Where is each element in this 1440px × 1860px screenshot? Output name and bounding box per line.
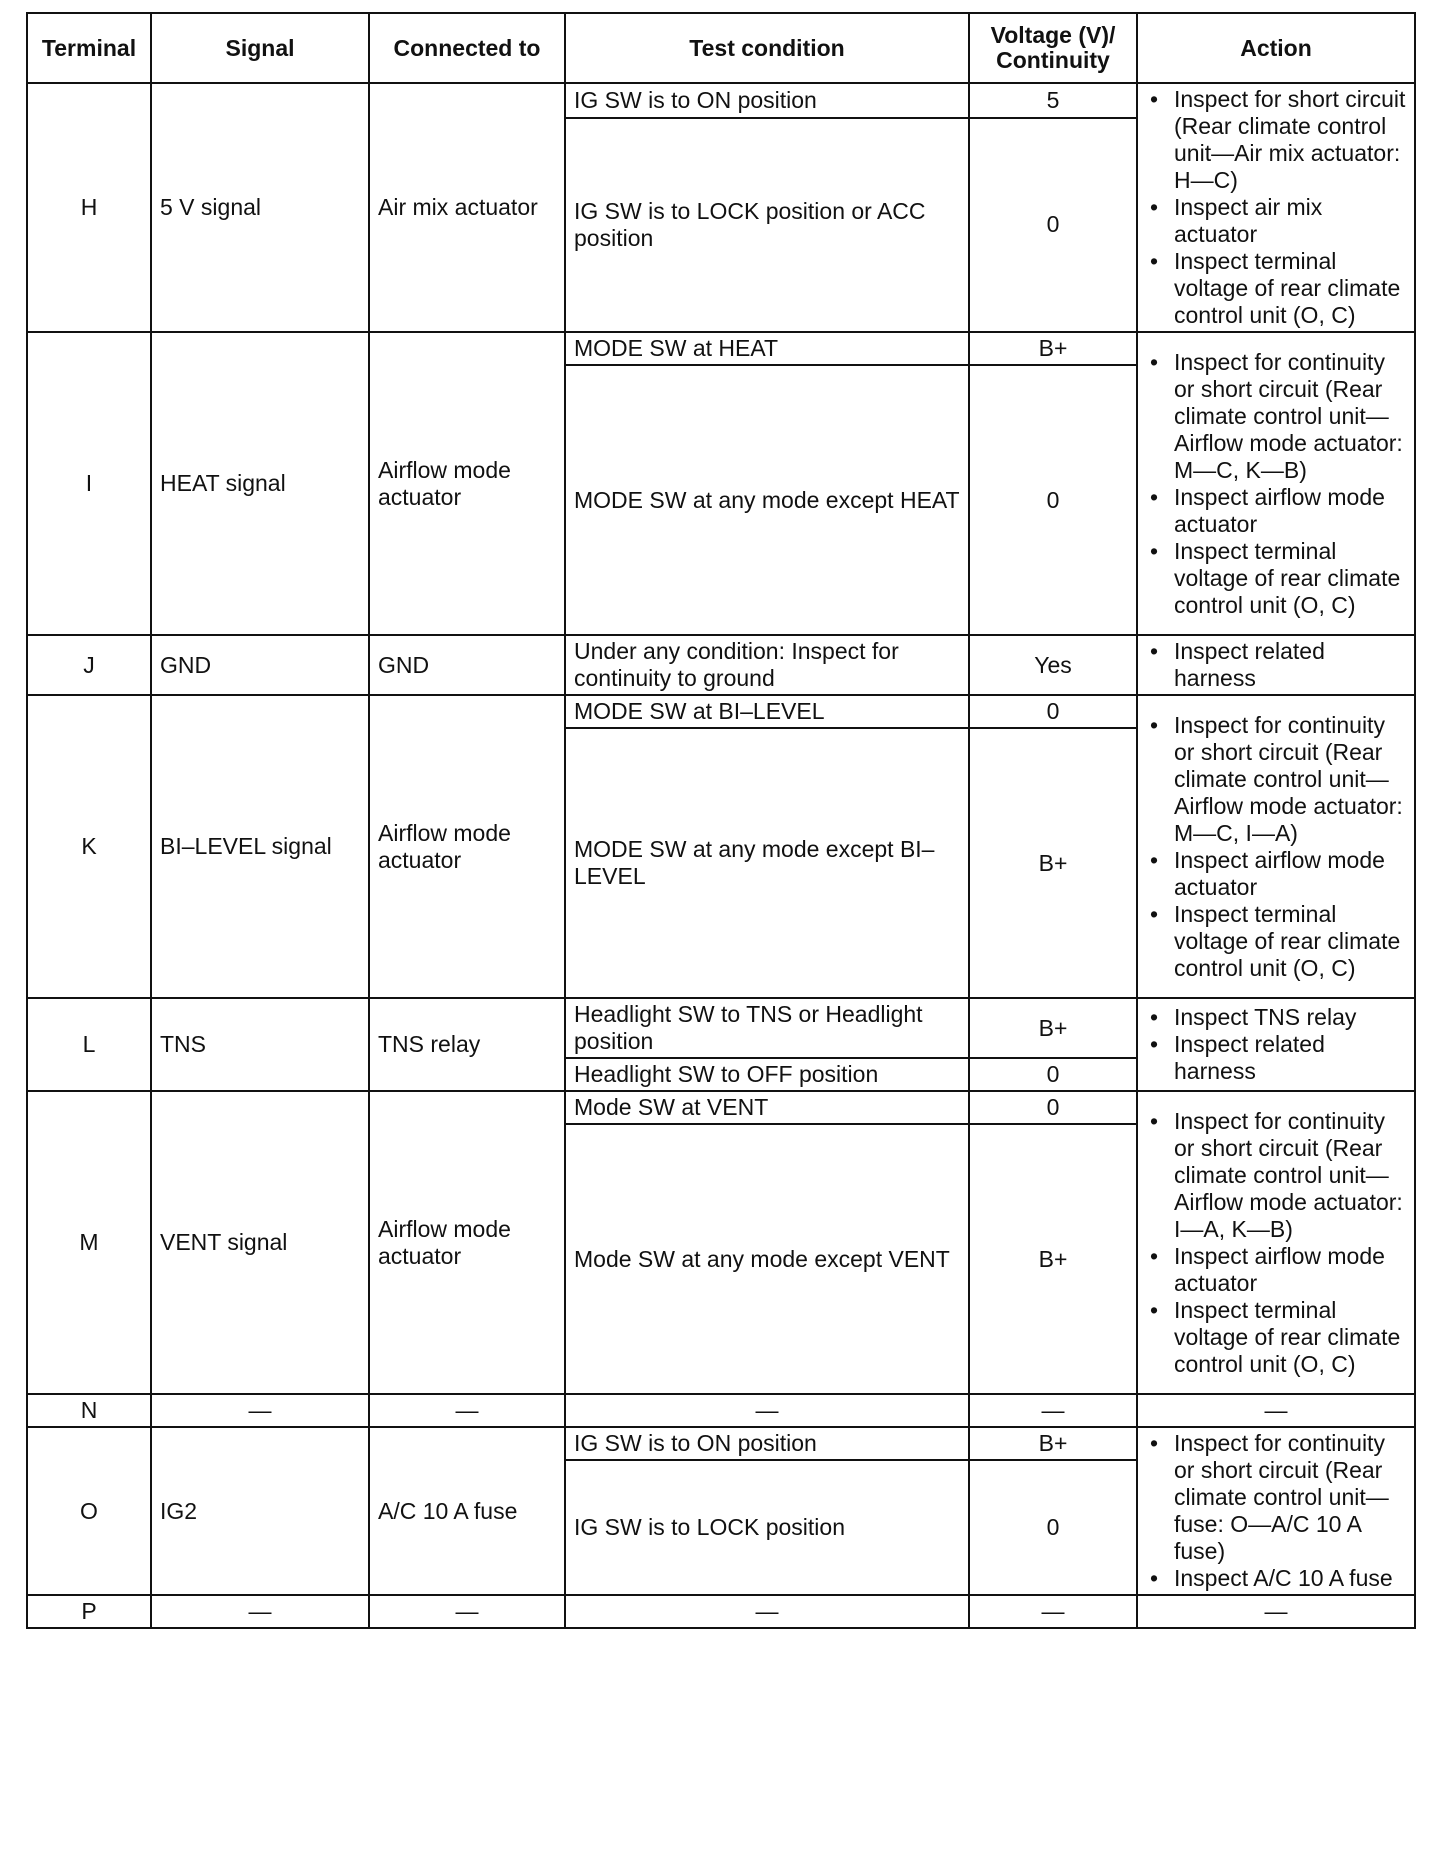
signal-cell: TNS [151, 998, 369, 1091]
action-item: • Inspect for continuity or short circuit (Rear climate control unit—Airflow mode actuator: M—C, I—A) [1174, 712, 1406, 847]
test-condition-cell: MODE SW at any mode except BI–LEVEL [565, 728, 969, 998]
terminal-inspection-table [26, 12, 1416, 1629]
action-item: • Inspect airflow mode actuator [1174, 847, 1406, 901]
header-test-condition: Test condition [565, 13, 969, 83]
terminal-cell: H [27, 83, 151, 332]
action-item: • Inspect for short circuit (Rear climate control unit—Air mix actuator: H—C) [1174, 86, 1406, 194]
voltage-cell: — [969, 1394, 1137, 1427]
action-item: • Inspect air mix actuator [1174, 194, 1406, 248]
voltage-cell: 0 [969, 1460, 1137, 1595]
action-cell: — [1137, 1394, 1415, 1427]
table-row [27, 332, 1415, 365]
voltage-cell: 0 [969, 1058, 1137, 1091]
test-condition-cell: IG SW is to LOCK position [565, 1460, 969, 1595]
voltage-cell: — [969, 1595, 1137, 1628]
signal-cell: VENT signal [151, 1091, 369, 1394]
action-list [1146, 86, 1406, 329]
connected-to-cell: Airflow mode actuator [369, 332, 565, 635]
table-body [27, 83, 1415, 1628]
test-condition-cell: Mode SW at any mode except VENT [565, 1124, 969, 1394]
action-item: • Inspect A/C 10 A fuse [1174, 1565, 1406, 1592]
header-row [27, 13, 1415, 83]
action-list [1146, 638, 1406, 692]
voltage-cell: 0 [969, 365, 1137, 635]
signal-cell: 5 V signal [151, 83, 369, 332]
table-row [27, 1595, 1415, 1628]
test-condition-cell: — [565, 1595, 969, 1628]
header-signal: Signal [151, 13, 369, 83]
table-row [27, 83, 1415, 118]
voltage-cell: B+ [969, 1427, 1137, 1460]
voltage-cell: 5 [969, 83, 1137, 118]
action-item: • Inspect for continuity or short circuit (Rear climate control unit—Airflow mode actuator: I—A, K—B) [1174, 1108, 1406, 1243]
table-row [27, 635, 1415, 695]
signal-cell: GND [151, 635, 369, 695]
signal-cell: BI–LEVEL signal [151, 695, 369, 998]
action-cell: — [1137, 1595, 1415, 1628]
connected-to-cell: GND [369, 635, 565, 695]
action-item: • Inspect related harness [1174, 638, 1406, 692]
action-item: • Inspect airflow mode actuator [1174, 1243, 1406, 1297]
signal-cell: — [151, 1595, 369, 1628]
test-condition-cell: MODE SW at any mode except HEAT [565, 365, 969, 635]
voltage-cell: Yes [969, 635, 1137, 695]
test-condition-cell: IG SW is to LOCK position or ACC position [565, 118, 969, 332]
terminal-cell: P [27, 1595, 151, 1628]
signal-cell: HEAT signal [151, 332, 369, 635]
header-terminal: Terminal [27, 13, 151, 83]
action-item: • Inspect TNS relay [1174, 1004, 1406, 1031]
table-row [27, 695, 1415, 728]
action-item: • Inspect terminal voltage of rear climate control unit (O, C) [1174, 901, 1406, 982]
test-condition-cell: Headlight SW to TNS or Headlight position [565, 998, 969, 1058]
action-cell [1137, 1091, 1415, 1394]
terminal-cell: M [27, 1091, 151, 1394]
test-condition-cell: Headlight SW to OFF position [565, 1058, 969, 1091]
table-row [27, 1427, 1415, 1460]
action-cell [1137, 695, 1415, 998]
action-list [1146, 1108, 1406, 1378]
signal-cell: IG2 [151, 1427, 369, 1595]
test-condition-cell: MODE SW at BI–LEVEL [565, 695, 969, 728]
connected-to-cell: A/C 10 A fuse [369, 1427, 565, 1595]
connected-to-cell: Airflow mode actuator [369, 695, 565, 998]
action-list [1146, 1430, 1406, 1592]
table-row [27, 1091, 1415, 1124]
action-cell [1137, 332, 1415, 635]
action-item: • Inspect terminal voltage of rear climate control unit (O, C) [1174, 538, 1406, 619]
action-list [1146, 712, 1406, 982]
connected-to-cell: Airflow mode actuator [369, 1091, 565, 1394]
signal-cell: — [151, 1394, 369, 1427]
header-connected-to: Connected to [369, 13, 565, 83]
header-voltage-continuity: Voltage (V)/ Continuity [969, 13, 1137, 83]
action-item: • Inspect related harness [1174, 1031, 1406, 1085]
action-item: • Inspect for continuity or short circuit (Rear climate control unit—Airflow mode actuator: M—C, K—B) [1174, 349, 1406, 484]
table-row [27, 998, 1415, 1058]
test-condition-cell: IG SW is to ON position [565, 1427, 969, 1460]
action-item: • Inspect terminal voltage of rear climate control unit (O, C) [1174, 248, 1406, 329]
test-condition-cell: Mode SW at VENT [565, 1091, 969, 1124]
action-cell [1137, 83, 1415, 332]
header-action: Action [1137, 13, 1415, 83]
action-cell [1137, 1427, 1415, 1595]
terminal-cell: J [27, 635, 151, 695]
connected-to-cell: TNS relay [369, 998, 565, 1091]
test-condition-cell: Under any condition: Inspect for continuity to ground [565, 635, 969, 695]
action-list [1146, 1004, 1406, 1085]
test-condition-cell: IG SW is to ON position [565, 83, 969, 118]
test-condition-cell: — [565, 1394, 969, 1427]
connected-to-cell: Air mix actuator [369, 83, 565, 332]
terminal-cell: O [27, 1427, 151, 1595]
terminal-cell: K [27, 695, 151, 998]
action-list [1146, 349, 1406, 619]
terminal-cell: L [27, 998, 151, 1091]
voltage-cell: 0 [969, 1091, 1137, 1124]
voltage-cell: B+ [969, 1124, 1137, 1394]
action-cell [1137, 635, 1415, 695]
action-cell [1137, 998, 1415, 1091]
voltage-cell: 0 [969, 695, 1137, 728]
terminal-cell: N [27, 1394, 151, 1427]
voltage-cell: B+ [969, 332, 1137, 365]
connected-to-cell: — [369, 1595, 565, 1628]
action-item: • Inspect for continuity or short circuit (Rear climate control unit—fuse: O—A/C 10 A fuse) [1174, 1430, 1406, 1565]
action-item: • Inspect terminal voltage of rear climate control unit (O, C) [1174, 1297, 1406, 1378]
terminal-cell: I [27, 332, 151, 635]
action-item: • Inspect airflow mode actuator [1174, 484, 1406, 538]
voltage-cell: B+ [969, 998, 1137, 1058]
table-row [27, 1394, 1415, 1427]
voltage-cell: B+ [969, 728, 1137, 998]
connected-to-cell: — [369, 1394, 565, 1427]
test-condition-cell: MODE SW at HEAT [565, 332, 969, 365]
voltage-cell: 0 [969, 118, 1137, 332]
